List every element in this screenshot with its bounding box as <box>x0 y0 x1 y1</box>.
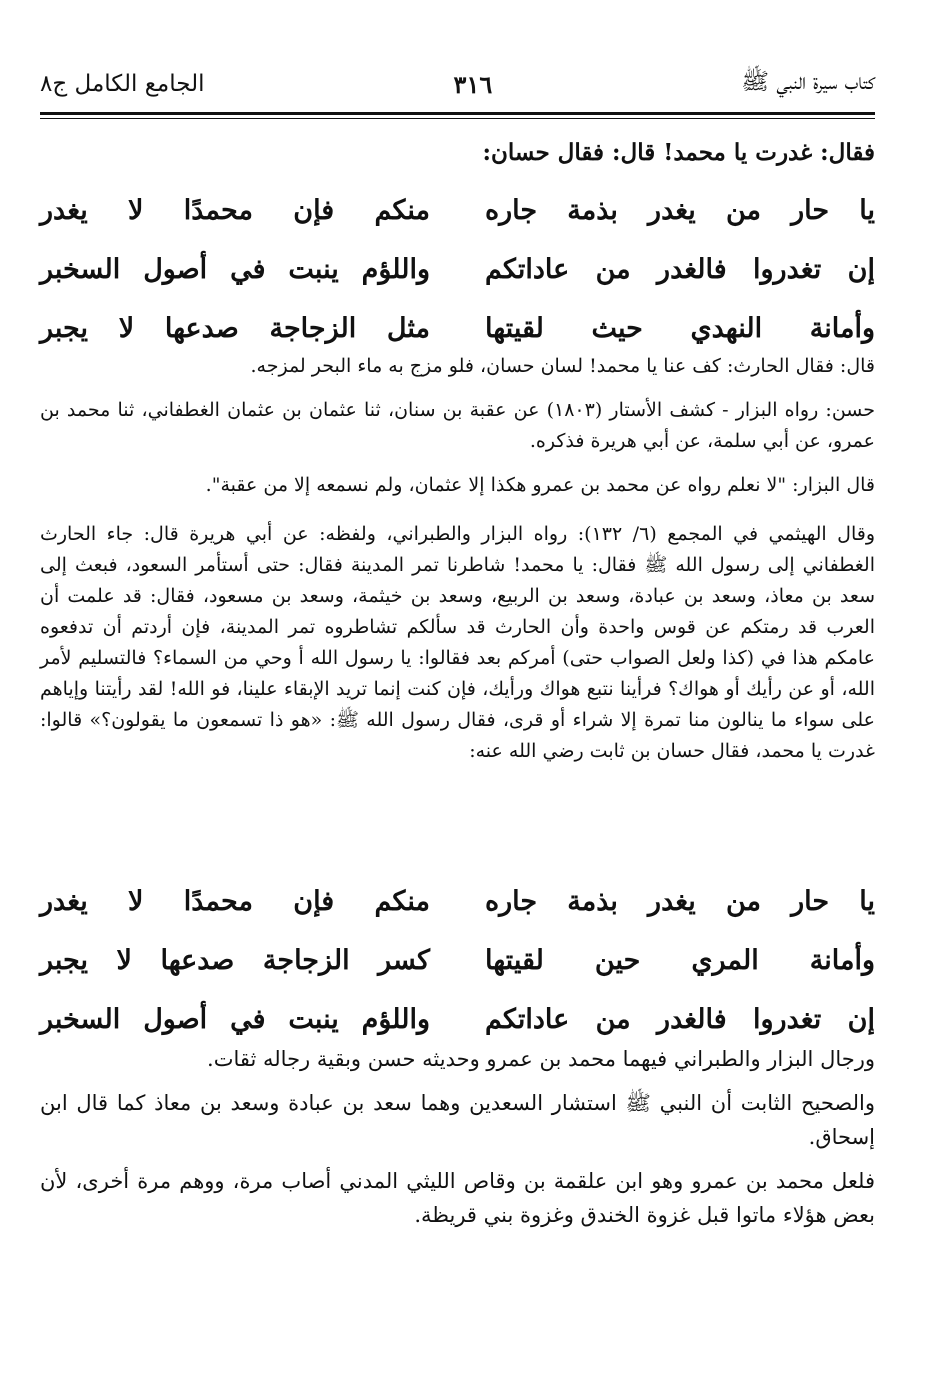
page-number: ٣١٦ <box>453 69 493 99</box>
paragraph-conclusion: فلعل محمد بن عمرو وهو ابن علقمة بن وقاص الليثي المدني أصاب مرة، ووهم مرة أخرى، لأن بعض هؤلاء ماتوا قبل غزوة الخندق وغزوة بني قريظة. <box>40 1169 875 1227</box>
poem-verse <box>40 931 875 990</box>
paragraph-correct-report: والصحيح الثابت أن النبي ﷺ استشار السعدين وهما سعد بن عبادة وسعد بن معاذ كما قال ابن إسحاق. <box>40 1091 875 1149</box>
book-title: كتاب سيرة النبي ﷺ <box>741 69 875 95</box>
poem-second <box>40 872 875 1049</box>
poem-verse <box>40 872 875 931</box>
verse-first-hemistich: وأمانة المري حين لقيتها <box>485 945 875 976</box>
paragraph-narrators: ورجال البزار والطبراني فيهما محمد بن عمرو وحديثه حسن وبقية رجاله ثقات. <box>207 1047 875 1071</box>
verse-second-hemistich: واللؤم ينبت في أصول السخبر <box>40 1004 430 1035</box>
running-header <box>40 62 875 106</box>
poem-verse <box>40 181 875 240</box>
poem-verse <box>40 299 875 358</box>
intro-line: فقال: غدرت يا محمد! قال: فقال حسان: <box>482 139 875 166</box>
header-rule-thick <box>40 112 875 115</box>
verse-second-hemistich: كسر الزجاجة صدعها لا يجبر <box>40 945 430 976</box>
verse-first-hemistich: إن تغدروا فالغدر من عاداتكم <box>485 1004 875 1035</box>
verse-second-hemistich: مثل الزجاجة صدعها لا يجبر <box>40 313 430 344</box>
poem-verse <box>40 240 875 299</box>
poem-first <box>40 181 875 358</box>
poem-verse <box>40 990 875 1049</box>
paragraph-hasan-isnad: حسن: رواه البزار - كشف الأستار (١٨٠٣) عن عقبة بن سنان، ثنا عثمان بن عثمان الغطفاني، ثنا محمد بن عمرو، عن أبي سلمة، عن أبي هريرة فذكره. <box>40 399 875 452</box>
verse-first-hemistich: وأمانة النهدي حيث لقيتها <box>485 313 875 344</box>
paragraph-harith: قال: فقال الحارث: كف عنا يا محمد! لسان حسان، فلو مزج به ماء البحر لمزجه. <box>250 355 875 377</box>
verse-second-hemistich: منكم فإن محمدًا لا يغدر <box>40 886 430 917</box>
verse-first-hemistich: يا حار من يغدر بذمة جاره <box>485 195 875 226</box>
paragraph-bazzar: قال البزار: "لا نعلم رواه عن محمد بن عمرو هكذا إلا عثمان، ولم نسمعه إلا من عقبة". <box>205 474 875 496</box>
volume-title: الجامع الكامل ج٨ <box>40 71 205 97</box>
verse-first-hemistich: إن تغدروا فالغدر من عاداتكم <box>485 254 875 285</box>
verse-first-hemistich: يا حار من يغدر بذمة جاره <box>485 886 875 917</box>
verse-second-hemistich: واللؤم ينبت في أصول السخبر <box>40 254 430 285</box>
paragraph-haythami: وقال الهيثمي في المجمع (٦/ ١٣٢): رواه البزار والطبراني، ولفظه: عن أبي هريرة قال: جاء الحارث الغطفاني إلى رسول الله ﷺ فقال: يا محمد! شاطرنا تمر المدينة فقال: حتى أستأمر السعود، فبعث إلى سعد بن معاذ، وسعد بن عبادة، وسعد بن الربيع، وسعد بن خيثمة، وسعد بن مسعود، فقال: قد علمت أن العرب قد رمتكم عن قوس واحدة وأن الحارث قد سألكم تشاطروه تمر المدينة، فإن أردتم أن تدفعوه عامكم هذا في (كذا ولعل الصواب حتى) أمركم بعد فقالوا: يا رسول الله أ وحي من السماء؟ فالتسليم لأمر الله، أو عن رأيك أو هواك؟ فرأينا نتبع هواك ورأيك، فإن كنت إنما تريد الإبقاء علينا، فو الله! لقد رأيتنا وإياهم على سواء ما ينالون منا تمرة إلا شراء أو قرى، فقال رسول الله ﷺ: «هو ذا تسمعون ما يقولون؟» قالوا: غدرت يا محمد، فقال حسان بن ثابت رضي الله عنه: <box>40 523 875 762</box>
header-rule-thin <box>40 118 875 119</box>
verse-second-hemistich: منكم فإن محمدًا لا يغدر <box>40 195 430 226</box>
